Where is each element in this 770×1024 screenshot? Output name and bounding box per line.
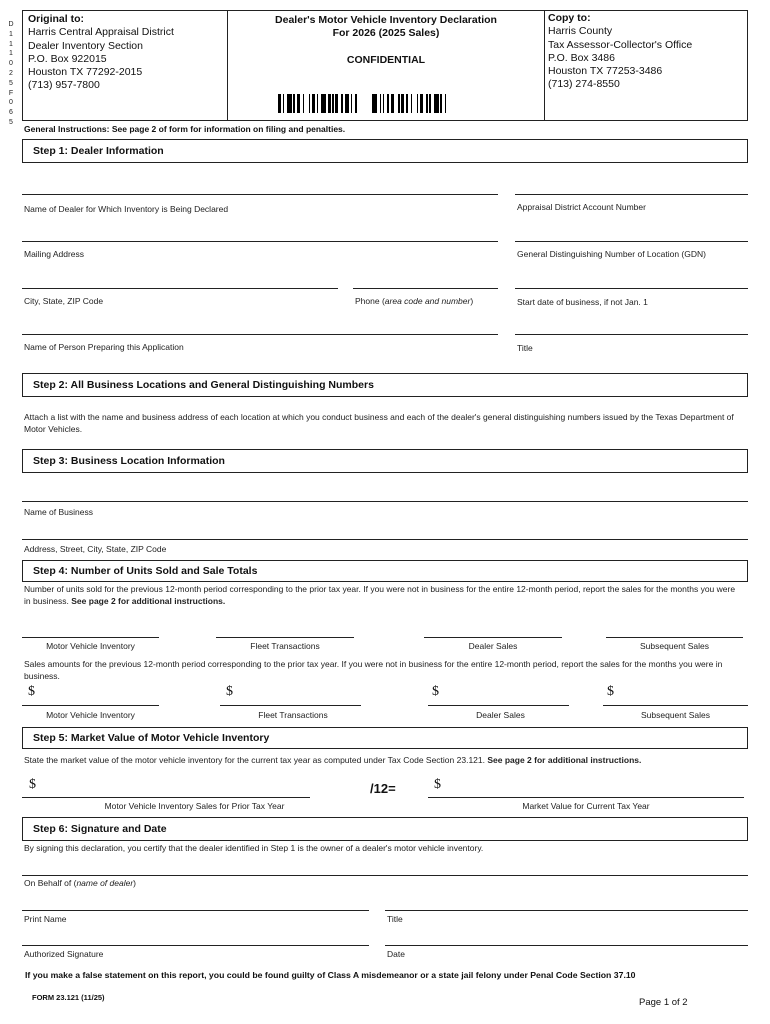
city-state-zip-field[interactable] [22, 288, 338, 289]
side-code-char: 0 [9, 99, 13, 107]
phone-field[interactable] [353, 288, 498, 289]
step4-title: Step 4: Number of Units Sold and Sale Totals [33, 565, 258, 577]
dollar-sign: $ [432, 684, 439, 699]
side-code-char: 1 [9, 50, 13, 58]
original-to-line: Dealer Inventory Section [28, 39, 143, 52]
dollar-sign: $ [28, 684, 35, 699]
original-to-line: Harris Central Appraisal District [28, 26, 174, 39]
dealer-name-field[interactable] [22, 194, 498, 195]
confidential-label: CONFIDENTIAL [346, 53, 426, 66]
side-code-char: D [8, 21, 14, 28]
original-to-line: (713) 957-7800 [28, 79, 100, 92]
step6-title: Step 6: Signature and Date [33, 823, 167, 835]
dollar-sign: $ [226, 684, 233, 699]
signer-title-label: Title [387, 914, 403, 924]
original-to-block [23, 11, 228, 120]
units-dealer-label: Dealer Sales [468, 641, 518, 651]
print-name-label: Print Name [24, 914, 67, 924]
amount-fleet-field[interactable] [220, 705, 361, 706]
copy-to-label: Copy to: [548, 12, 591, 24]
signer-title-field[interactable] [385, 910, 748, 911]
on-behalf-label [24, 878, 136, 888]
mailing-address-label: Mailing Address [24, 249, 85, 259]
side-code-char: 1 [9, 40, 13, 48]
on-behalf-suffix: ) [133, 878, 136, 888]
side-code-char: 5 [9, 79, 13, 87]
form-title-block [228, 11, 545, 120]
amount-dealer-field[interactable] [428, 705, 569, 706]
business-name-field[interactable] [22, 501, 748, 502]
step4-header [22, 560, 748, 582]
on-behalf-prefix: On Behalf of ( [24, 878, 77, 888]
step6-certification-text: By signing this declaration, you certify that the dealer identified in Step 1 is the owner of a dealer's motor vehicle inventory. [24, 843, 484, 853]
copy-to-line: (713) 274-8550 [548, 78, 620, 91]
side-code-char: 5 [9, 118, 13, 126]
start-date-field[interactable] [515, 288, 748, 289]
amount-mvi-field[interactable] [22, 705, 159, 706]
dollar-sign: $ [607, 684, 614, 699]
business-address-field[interactable] [22, 539, 748, 540]
prior-year-sales-field[interactable] [22, 797, 310, 798]
step1-title: Step 1: Dealer Information [33, 145, 164, 157]
on-behalf-field[interactable] [22, 875, 748, 876]
copy-to-line: Harris County [548, 25, 613, 38]
units-subsequent-field[interactable] [606, 637, 743, 638]
step5-title: Step 5: Market Value of Motor Vehicle Inventory [33, 732, 270, 744]
business-name-label: Name of Business [24, 507, 93, 517]
step5-instructions [24, 755, 746, 767]
units-dealer-field[interactable] [424, 637, 562, 638]
date-field[interactable] [385, 945, 748, 946]
preparer-name-label: Name of Person Preparing this Application [24, 342, 184, 352]
signature-label: Authorized Signature [24, 949, 104, 959]
preparer-title-field[interactable] [515, 334, 748, 335]
mailing-address-field[interactable] [22, 241, 498, 242]
side-code-char: 0 [9, 60, 13, 68]
units-subsequent-label: Subsequent Sales [640, 641, 709, 651]
step2-title: Step 2: All Business Locations and General Distinguishing Numbers [33, 379, 374, 391]
side-form-code [6, 20, 16, 128]
original-to-line: Houston TX 77292-2015 [28, 66, 143, 79]
market-value-field[interactable] [428, 797, 744, 798]
phone-label [355, 296, 473, 306]
on-behalf-hint: name of dealer [76, 878, 134, 888]
side-code-char: 6 [9, 109, 13, 117]
preparer-title-label: Title [517, 343, 533, 353]
gdn-field[interactable] [515, 241, 748, 242]
phone-label-suffix: ) [470, 296, 474, 306]
step3-title: Step 3: Business Location Information [33, 455, 225, 467]
original-to-line: P.O. Box 922015 [28, 52, 107, 65]
units-fleet-field[interactable] [216, 637, 354, 638]
amount-dealer-label: Dealer Sales [476, 710, 525, 720]
dealer-name-label: Name of Dealer for Which Inventory is Being Declared [24, 204, 229, 214]
signature-field[interactable] [22, 945, 369, 946]
units-mvi-label: Motor Vehicle Inventory [46, 641, 135, 651]
print-name-field[interactable] [22, 910, 369, 911]
form-number: FORM 23.121 (11/25) [32, 993, 105, 1002]
prior-year-sales-label: Motor Vehicle Inventory Sales for Prior Tax Year [104, 801, 285, 811]
account-number-label: Appraisal District Account Number [517, 202, 646, 212]
preparer-name-field[interactable] [22, 334, 498, 335]
original-to-label: Original to: [28, 13, 84, 25]
city-state-zip-label: City, State, ZIP Code [24, 296, 104, 306]
date-label: Date [387, 949, 405, 959]
page-number: Page 1 of 2 [639, 997, 688, 1008]
side-code-char: F [8, 89, 14, 97]
form-title: Dealer's Motor Vehicle Inventory Declaration [275, 14, 497, 26]
step5-header [22, 727, 748, 749]
amount-subsequent-field[interactable] [603, 705, 748, 706]
step2-instructions: Attach a list with the name and business address of each location at which you conduct business and each of the dealer's general distinguishing numbers issued by the Texas Department of Motor Vehicles. [24, 412, 734, 434]
units-fleet-label: Fleet Transactions [250, 641, 320, 651]
dollar-sign: $ [434, 777, 441, 792]
step4-amounts-instructions: Sales amounts for the previous 12-month period corresponding to the prior tax year. If you were not in business for the entire 12-month period, report the sales for the months you were in business. [24, 659, 723, 681]
side-code-char: 1 [9, 30, 13, 38]
phone-label-prefix: Phone ( [355, 296, 385, 306]
copy-to-line: P.O. Box 3486 [548, 51, 615, 64]
step3-header [22, 449, 748, 473]
start-date-label: Start date of business, if not Jan. 1 [517, 297, 648, 307]
divide-by-twelve: /12= [370, 781, 396, 796]
amount-subsequent-label: Subsequent Sales [641, 710, 710, 720]
step5-text-bold: See page 2 for additional instructions. [487, 755, 642, 765]
step2-header [22, 373, 748, 397]
form-subtitle: For 2026 (2025 Sales) [332, 27, 440, 40]
phone-label-hint: area code and number [384, 296, 471, 306]
copy-to-block [545, 11, 747, 120]
step4-units-text: Number of units sold for the previous 12-month period corresponding to the prior tax year. If you were not in business for the entire 12-month period, report the sales for the months you were in business. [24, 584, 736, 606]
dollar-sign: $ [29, 777, 36, 792]
step4-units-instructions [24, 584, 744, 607]
step4-units-bold: See page 2 for additional instructions. [71, 595, 226, 606]
side-code-char: 2 [9, 69, 13, 77]
form-header [22, 10, 748, 121]
copy-to-line: Tax Assessor-Collector's Office [548, 38, 693, 51]
account-number-field[interactable] [515, 194, 748, 195]
false-statement-warning: If you make a false statement on this report, you could be found guilty of Class A misdemeanor or a state jail felony under Penal Code Section 37.10 [25, 970, 636, 980]
amount-mvi-label: Motor Vehicle Inventory [46, 710, 135, 720]
step5-text: State the market value of the motor vehicle inventory for the current tax year as computed under Tax Code Section 23.121. [24, 755, 485, 765]
amount-fleet-label: Fleet Transactions [258, 710, 328, 720]
general-instructions: General Instructions: See page 2 of form for information on filing and penalties. [24, 124, 346, 134]
step6-header [22, 817, 748, 841]
market-value-label: Market Value for Current Tax Year [522, 801, 650, 811]
units-mvi-field[interactable] [22, 637, 159, 638]
barcode [278, 94, 498, 113]
copy-to-line: Houston TX 77253-3486 [548, 65, 663, 78]
business-address-label: Address, Street, City, State, ZIP Code [24, 544, 167, 554]
gdn-label: General Distinguishing Number of Location (GDN) [517, 249, 706, 259]
step1-header [22, 139, 748, 163]
